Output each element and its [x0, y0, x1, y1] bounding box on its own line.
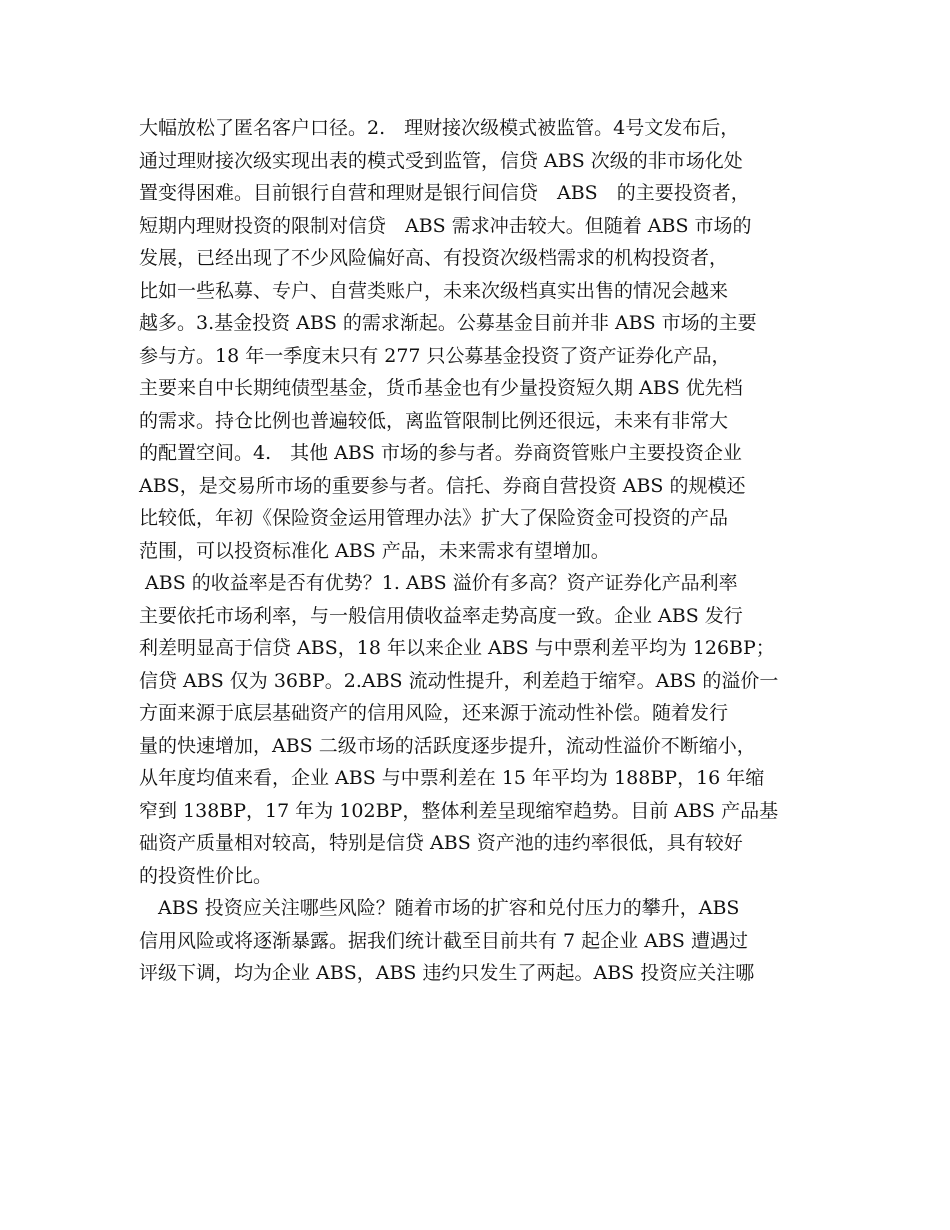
- text-line: 主要来自中长期纯债型基金，货币基金也有少量投资短久期 ABS 优先档: [139, 377, 743, 399]
- text-line: 通过理财接次级实现出表的模式受到监管，信贷 ABS 次级的非市场化处: [139, 149, 743, 172]
- text-line: 主要依托市场利率，与一般信用债收益率走势高度一致。企业 ABS 发行: [139, 604, 743, 627]
- text-line: 评级下调，均为企业 ABS，ABS 违约只发生了两起。ABS 投资应关注哪: [139, 962, 755, 984]
- text-line: 越多。3.基金投资 ABS 的需求渐起。公募基金目前并非 ABS 市场的主要: [139, 312, 757, 334]
- text-line: 发展，已经出现了不少风险偏好高、有投资次级档需求的机构投资者，: [139, 247, 729, 269]
- text-line: ABS 的收益率是否有优势？1. ABS 溢价有多高？资产证券化产品利率: [139, 572, 738, 594]
- text-line: 的需求。持仓比例也普遍较低，离监管限制比例还很远，未来有非常大: [139, 409, 729, 432]
- text-line: 比较低，年初《保险资金运用管理办法》扩大了保险资金可投资的产品: [139, 507, 729, 529]
- text-line: 信用风险或将逐渐暴露。据我们统计截至目前共有 7 起企业 ABS 遭遇过: [139, 929, 748, 952]
- text-line: 窄到 138BP，17 年为 102BP，整体利差呈现缩窄趋势。目前 ABS 产品基: [139, 799, 779, 822]
- text-line: 大幅放松了匿名客户口径。2. 理财接次级模式被监管。4号文发布后，: [139, 117, 740, 139]
- text-line: 信贷 ABS 仅为 36BP。2.ABS 流动性提升，利差趋于缩窄。ABS 的溢价一: [139, 669, 779, 692]
- text-line: ABS，是交易所市场的重要参与者。信托、券商自营投资 ABS 的规模还: [139, 474, 746, 497]
- text-line: 的投资性价比。: [139, 864, 273, 887]
- text-line: 范围，可以投资标准化 ABS 产品，未来需求有望增加。: [139, 539, 610, 562]
- body-text: [139, 112, 829, 990]
- text-line: 参与方。18 年一季度末只有 277 只公募基金投资了资产证券化产品，: [139, 344, 731, 367]
- text-line: 比如一些私募、专户、自营类账户，未来次级档真实出售的情况会越来: [139, 279, 729, 302]
- text-line: 从年度均值来看，企业 ABS 与中票利差在 15 年平均为 188BP，16 年缩: [139, 767, 765, 789]
- text-line: 置变得困难。目前银行自营和理财是银行间信贷 ABS 的主要投资者，: [139, 182, 750, 204]
- text-line: 短期内理财投资的限制对信贷 ABS 需求冲击较大。但随着 ABS 市场的: [139, 214, 752, 237]
- text-line: 量的快速增加，ABS 二级市场的活跃度逐步提升，流动性溢价不断缩小，: [139, 734, 756, 757]
- text-line: 础资产质量相对较高，特别是信贷 ABS 资产池的违约率很低，具有较好: [139, 832, 743, 854]
- text-line: ABS 投资应关注哪些风险？随着市场的扩容和兑付压力的攀升，ABS: [139, 897, 740, 919]
- text-line: 方面来源于底层基础资产的信用风险，还来源于流动性补偿。随着发行: [139, 702, 729, 724]
- text-line: 的配置空间。4. 其他 ABS 市场的参与者。券商资管账户主要投资企业: [139, 442, 742, 464]
- text-line: 利差明显高于信贷 ABS，18 年以来企业 ABS 与中票利差平均为 126BP；: [139, 637, 775, 659]
